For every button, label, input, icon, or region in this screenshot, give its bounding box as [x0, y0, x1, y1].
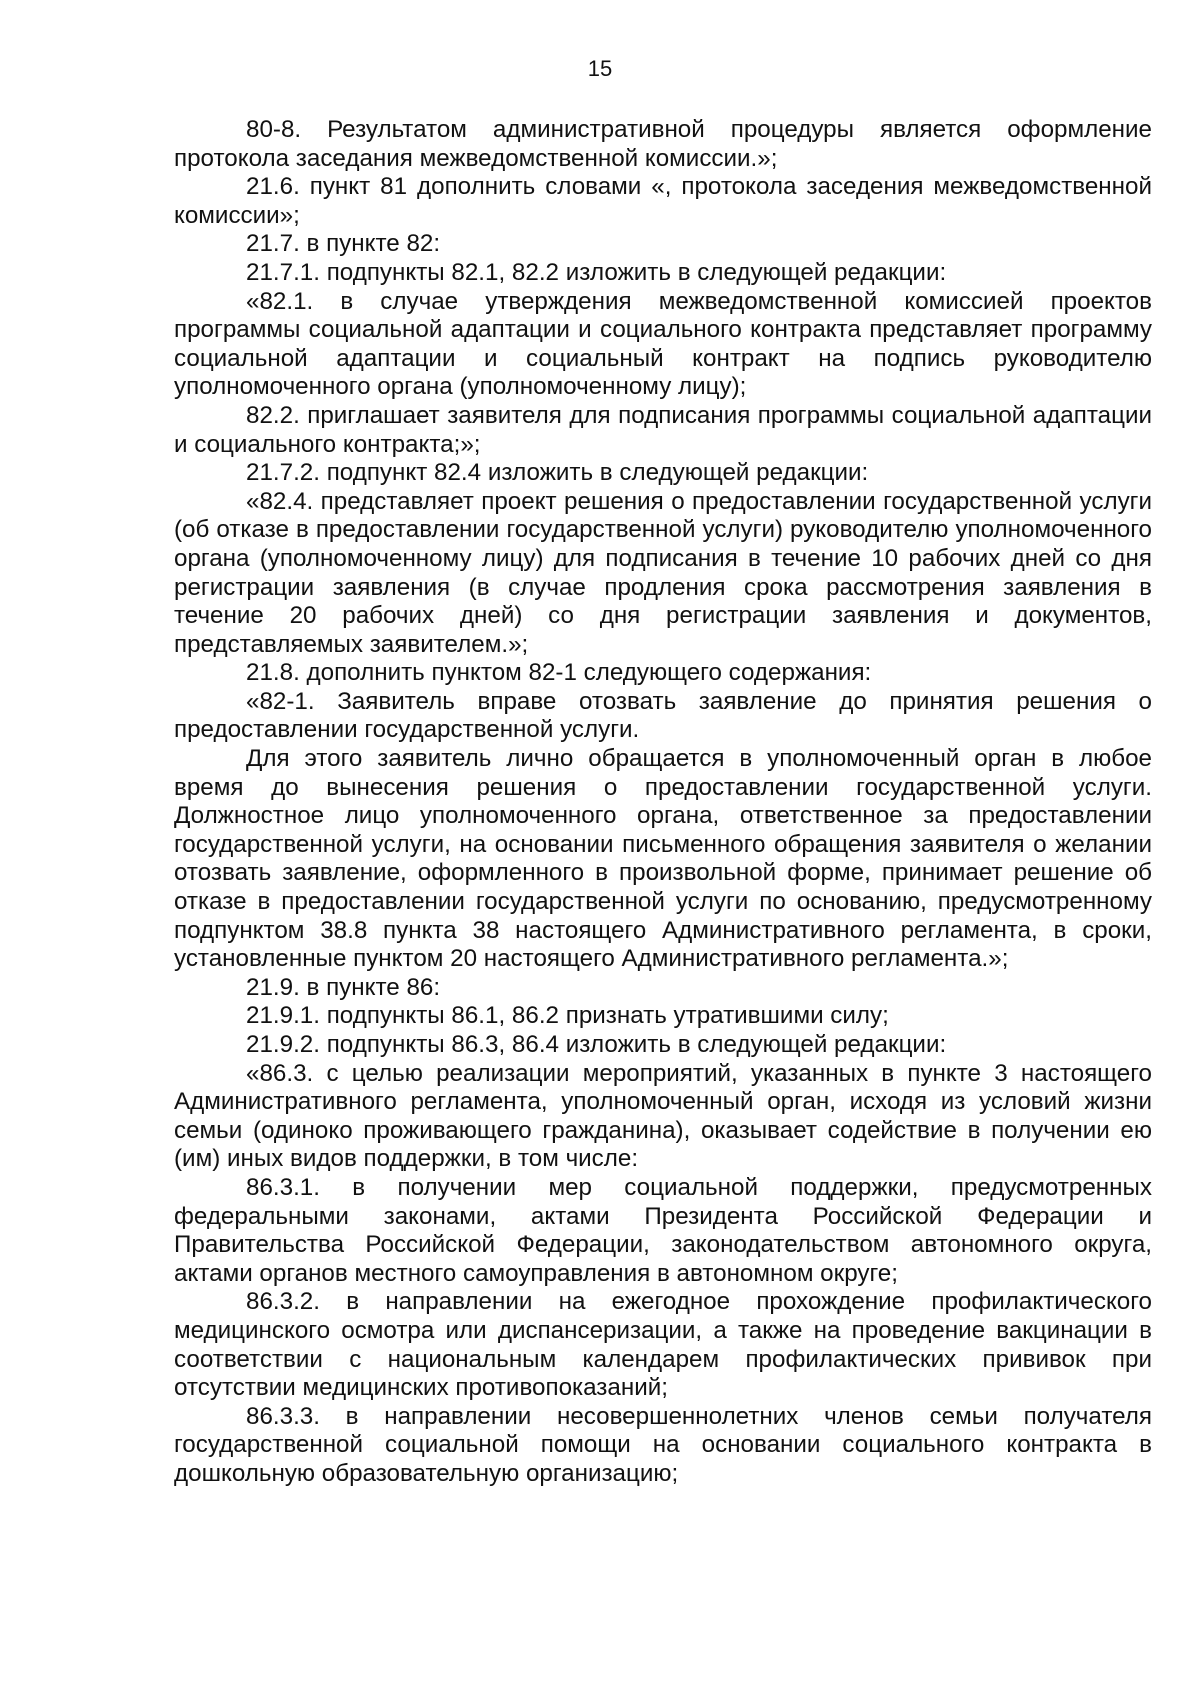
paragraph: 86.3.3. в направлении несовершеннолетних членов семьи получателя государственной социальной помощи на основании социального контракта в дошкольную образовательную организацию;: [174, 1402, 1152, 1487]
paragraph: «82.4. представляет проект решения о предоставлении государственной услуги (об отказе в предоставлении государственной услуги) руководителю уполномоченного органа (уполномоченному лицу) для подписания в течение 10 рабочих дней со дня регистрации заявления (в случае продления срока рассмотрения заявления в течение 20 рабочих дней) со дня регистрации заявления и документов, представляемых заявителем.»;: [174, 487, 1152, 658]
paragraph: «86.3. с целью реализации мероприятий, указанных в пункте 3 настоящего Административного регламента, уполномоченный орган, исходя из условий жизни семьи (одиноко проживающего гражданина), оказывает содействие в получении ею (им) иных видов поддержки, в том числе:: [174, 1059, 1152, 1173]
paragraph: 21.6. пункт 81 дополнить словами «, протокола заседения межведомственной комиссии»;: [174, 173, 1152, 229]
paragraph: 21.8. дополнить пунктом 82-1 следующего содержания:: [246, 659, 872, 687]
paragraph: 21.7.2. подпункт 82.4 изложить в следующей редакции:: [246, 459, 869, 487]
paragraph: 21.7. в пункте 82:: [246, 230, 441, 258]
paragraph: 86.3.2. в направлении на ежегодное прохождение профилактического медицинского осмотра или диспансеризации, а также на проведение вакцинации в соответствии с национальным календарем профилактических прививок при отсутствии медицинских противопоказаний;: [174, 1288, 1152, 1402]
paragraph: Для этого заявитель лично обращается в уполномоченный орган в любое время до вынесения решения о предоставлении государственной услуги. Должностное лицо уполномоченного органа, ответственное за предоставлении государственной услуги, на основании письменного обращения заявителя о желании отозвать заявление, оформленного в произвольной форме, принимает решение об отказе в предоставлении государственной услуги по основанию, предусмотренному подпунктом 38.8 пункта 38 настоящего Административного регламента, в сроки, установленные пунктом 20 настоящего Административного регламента.»;: [174, 745, 1152, 973]
paragraph: «82.1. в случае утверждения межведомственной комиссией проектов программы социальной адаптации и социального контракта представляет программу социальной адаптации и социальный контракт на подпись руководителю уполномоченного органа (уполномоченному лицу);: [174, 287, 1152, 401]
paragraph: 21.9.1. подпункты 86.1, 86.2 признать утратившими силу;: [246, 1002, 889, 1030]
paragraph: «82-1. Заявитель вправе отозвать заявление до принятия решения о предоставлении государственной услуги.: [174, 687, 1152, 744]
document-body: [174, 116, 1152, 1489]
paragraph: 21.7.1. подпункты 82.1, 82.2 изложить в следующей редакции:: [246, 258, 947, 286]
paragraph: 82.2. приглашает заявителя для подписания программы социальной адаптации и социального контракта;»;: [174, 401, 1152, 458]
paragraph: 80-8. Результатом административной процедуры является оформление протокола заседания межведомственной комиссии.»;: [174, 116, 1152, 172]
paragraph: 21.9. в пункте 86:: [246, 973, 441, 1001]
page-number: 15: [587, 56, 613, 81]
paragraph: 21.9.2. подпункты 86.3, 86.4 изложить в следующей редакции:: [246, 1031, 947, 1058]
paragraph: 86.3.1. в получении мер социальной поддержки, предусмотренных федеральными законами, актами Президента Российской Федерации и Правительства Российской Федерации, законодательством автономного округа, актами органов местного самоуправления в автономном округе;: [174, 1173, 1152, 1287]
